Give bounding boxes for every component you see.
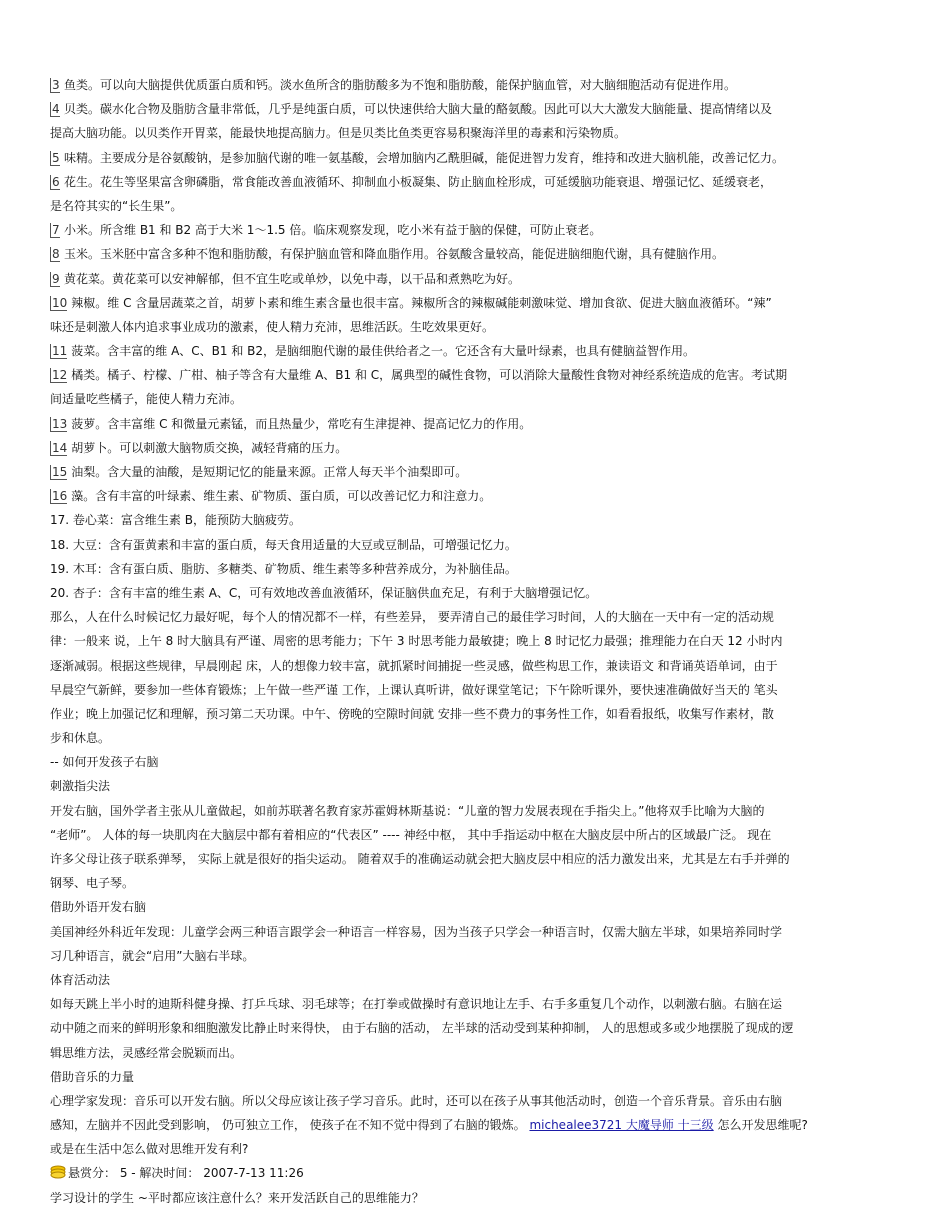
line-text: 玉米。玉米胚中富含多种不饱和脂肪酸，有保护脑血管和降血脂作用。谷氨酸含量较高，能促进脑细胞代谢，具有健脑作用。 [64, 247, 725, 262]
text-line [50, 920, 910, 944]
text-line [50, 194, 910, 218]
item-number: 11 [52, 344, 68, 359]
item-number: 4 [52, 102, 60, 117]
text-line [50, 291, 910, 315]
line-text: 步和休息。 [50, 731, 111, 746]
line-text: 是名符其实的“长生果”。 [50, 198, 183, 213]
line-text: 美国神经外科近年发现：儿童学会两三种语言跟学会一种语言一样容易，因为当孩子只学会一种语言时，仅需大脑左半球，如果培养同时学 [50, 924, 783, 939]
item-number: 8 [52, 247, 60, 262]
document-body [50, 73, 910, 1210]
text-line [50, 267, 910, 291]
text-line [50, 1089, 910, 1113]
line-text: 花生。花生等坚果富含卵磷脂，常食能改善血液循环、抑制血小板凝集、防止脑血栓形成，可延缓脑功能衰退、增强记忆、延缓衰老， [64, 174, 773, 189]
text-line [50, 97, 910, 121]
item-number: 16 [52, 489, 68, 504]
text-line [50, 1113, 910, 1137]
line-text: 悬赏分： 5 - 解决时间： 2007-7-13 11:26 [68, 1166, 304, 1181]
line-text: 动中随之而来的鲜明形象和细胞激发比静止时来得快， 由于右脑的活动， 左半球的活动受到某种抑制， 人的思想或多或少地摆脱了现成的逻 [50, 1021, 794, 1036]
text-line [50, 146, 910, 170]
item-number: 14 [52, 440, 68, 455]
line-text: 体育活动法 [50, 972, 111, 987]
text-line [50, 581, 910, 605]
text-line [50, 750, 910, 774]
item-number: 13 [52, 416, 68, 431]
line-text: 鱼类。可以向大脑提供优质蛋白质和钙。淡水鱼所含的脂肪酸多为不饱和脂肪酸，能保护脑血管，对大脑细胞活动有促进作用。 [64, 78, 737, 92]
line-text: 19. 木耳：含有蛋白质、脂肪、多糖类、矿物质、维生素等多种营养成分，为补脑佳品。 [50, 561, 517, 576]
line-text: 提高大脑功能。以贝类作开胃菜，能最快地提高脑力。但是贝类比鱼类更容易积聚海洋里的毒素和污染物质。 [50, 126, 627, 141]
text-line [50, 654, 910, 678]
coin-icon [50, 1163, 66, 1177]
text-line [50, 363, 910, 387]
line-text: 许多父母让孩子联系弹琴， 实际上就是很好的指尖运动。 随着双手的准确运动就会把大脑皮层中相应的活力激发出来，尤其是左右手并弹的 [50, 852, 790, 866]
line-text: 18. 大豆：含有蛋黄素和丰富的蛋白质，每天食用适量的大豆或豆制品，可增强记忆力。 [50, 537, 517, 552]
item-number: 9 [52, 271, 60, 286]
text-line [50, 339, 910, 363]
line-text: 作业；晚上加强记忆和理解，预习第二天功课。中午、傍晚的空隙时间就 安排一些不费力的事务性工作，如看看报纸，收集写作素材，散 [50, 706, 774, 721]
text-line [50, 170, 910, 194]
text-line [50, 1137, 910, 1161]
line-text: 油梨。含大量的油酸，是短期记忆的能量来源。正常人每天半个油梨即可。 [71, 465, 468, 479]
text-line [50, 605, 910, 629]
line-text: 味精。主要成分是谷氨酸钠，是参加脑代谢的唯一氨基酸，会增加脑内乙酰胆碱，能促进智力发育，维持和改进大脑机能，改善记忆力。 [64, 150, 785, 165]
text-line [50, 1161, 910, 1185]
text-line [50, 533, 910, 557]
item-number: 3 [52, 78, 60, 92]
line-text: 味还是刺激人体内追求事业成功的激素，使人精力充沛，思维活跃。生吃效果更好。 [50, 319, 495, 334]
text-line [50, 678, 910, 702]
item-number: 12 [52, 368, 68, 383]
line-text: 感知，左脑并不因此受到影响， 仍可独立工作， 使孩子在不知不觉中得到了右脑的锻炼。 [50, 1118, 530, 1133]
text-line [50, 73, 910, 97]
text-line [50, 629, 910, 653]
text-line [50, 847, 910, 871]
text-line [50, 412, 910, 436]
line-text: 贝类。碳水化合物及脂肪含量非常低，几乎是纯蛋白质，可以快速供给大脑大量的酪氨酸。因此可以大大激发大脑能量、提高情绪以及 [64, 102, 773, 117]
line-text: 那么，人在什么时候记忆力最好呢，每个人的情况都不一样，有些差异， 要弄清自己的最佳学习时间，人的大脑在一天中有一定的活动规 [50, 610, 774, 625]
line-text: 学习设计的学生 ~平时都应该注意什么？来开发活跃自己的思维能力？ [50, 1190, 424, 1205]
text-line [50, 1065, 910, 1089]
line-text: 借助音乐的力量 [50, 1069, 135, 1084]
line-text: 间适量吃些橘子，能使人精力充沛。 [50, 392, 243, 407]
text-line [50, 460, 910, 484]
line-text: 或是在生活中怎么做对思维开发有利? [50, 1142, 249, 1157]
line-text: -- 如何开发孩子右脑 [50, 755, 159, 770]
text-line [50, 702, 910, 726]
text-line [50, 557, 910, 581]
line-text: 菠萝。含丰富维 C 和微量元素锰，而且热量少，常吃有生津提神、提高记忆力的作用。 [71, 416, 532, 431]
text-line [50, 895, 910, 919]
text-line [50, 1041, 910, 1065]
line-text: 开发右脑，国外学者主张从儿童做起，如前苏联著名教育家苏霍姆林斯基说：“儿童的智力发展表现在手指尖上。”他将双手比喻为大脑的 [50, 803, 765, 818]
text-line [50, 436, 910, 460]
line-text: 17. 卷心菜：富含维生素 B，能预防大脑疲劳。 [50, 513, 301, 528]
item-number: 15 [52, 465, 68, 479]
line-text: 橘类。橘子、柠檬、广柑、柚子等含有大量维 A、B1 和 C，属典型的碱性食物，可以消除大量酸性食物对神经系统造成的危害。考试期 [71, 368, 788, 383]
text-line [50, 508, 910, 532]
user-link[interactable]: michealee3721 大魔导师 十三级 [529, 1118, 714, 1133]
line-text: 黄花菜。黄花菜可以安神解郁，但不宜生吃或单炒，以免中毒，以干品和煮熟吃为好。 [64, 271, 521, 286]
line-text: 习几种语言，就会“启用”大脑右半球。 [50, 948, 255, 963]
text-line [50, 218, 910, 242]
line-text: 辣椒。维 C 含量居蔬菜之首，胡萝卜素和维生素含量也很丰富。辣椒所含的辣椒碱能刺激味觉、增加食欲、促进大脑血液循环。“辣” [71, 295, 772, 310]
line-text: 早晨空气新鲜，要参加一些体育锻炼；上午做一些严谨 工作，上课认真听讲，做好课堂笔记；下午除听课外，要快速准确做好当天的 笔头 [50, 682, 778, 697]
text-line [50, 242, 910, 266]
item-number: 5 [52, 150, 60, 165]
text-line [50, 121, 910, 145]
item-number: 6 [52, 174, 60, 189]
text-line [50, 944, 910, 968]
text-line [50, 1186, 910, 1210]
line-text: 小米。所含维 B1 和 B2 高于大米 1～1.5 倍。临床观察发现，吃小米有益于脑的保健，可防止衰老。 [64, 223, 602, 238]
line-text: 心理学家发现：音乐可以开发右脑。所以父母应该让孩子学习音乐。此时，还可以在孩子从事其他活动时，创造一个音乐背景。音乐由右脑 [50, 1093, 783, 1108]
text-line [50, 387, 910, 411]
text-line [50, 315, 910, 339]
line-text: 刺激指尖法 [50, 779, 111, 794]
text-line [50, 992, 910, 1016]
text-line [50, 774, 910, 798]
line-text: 菠菜。含丰富的维 A、C、B1 和 B2，是脑细胞代谢的最佳供给者之一。它还含有大量叶绿素，也具有健脑益智作用。 [71, 344, 696, 359]
line-text: “老师”。 人体的每一块肌肉在大脑层中都有着相应的“代表区” ---- 神经中枢， 其中手指运动中枢在大脑皮层中所占的区域最广泛。 现在 [50, 827, 772, 842]
line-text: 辑思维方法，灵感经常会脱颖而出。 [50, 1045, 243, 1060]
item-number: 10 [52, 295, 68, 310]
line-text: 借助外语开发右脑 [50, 900, 147, 915]
text-line [50, 726, 910, 750]
item-number: 7 [52, 223, 60, 238]
line-text: 逐渐减弱。根据这些规律，早晨刚起 床，人的想像力较丰富，就抓紧时间捕捉一些灵感，做些构思工作，兼读语文 和背诵英语单词，由于 [50, 658, 778, 673]
text-line [50, 871, 910, 895]
text-line [50, 823, 910, 847]
line-text: 律：一般来 说，上午 8 时大脑具有严谨、周密的思考能力；下午 3 时思考能力最敏捷；晚上 8 时记忆力最强；推理能力在白天 12 小时内 [50, 634, 783, 649]
text-line [50, 968, 910, 992]
line-text: 如每天跳上半小时的迪斯科健身操、打乒乓球、羽毛球等；在打拳或做操时有意识地让左手、右手多重复几个动作，以刺激右脑。右脑在运 [50, 997, 783, 1012]
question-title: 怎么开发思维呢? [713, 1118, 808, 1133]
line-text: 钢琴、电子琴。 [50, 876, 135, 891]
line-text: 胡萝卜。可以刺激大脑物质交换，减轻背痛的压力。 [71, 440, 348, 455]
line-text: 藻。含有丰富的叶绿素、维生素、矿物质、蛋白质，可以改善记忆力和注意力。 [71, 489, 492, 504]
text-line [50, 799, 910, 823]
text-line [50, 484, 910, 508]
text-line [50, 1016, 910, 1040]
line-text: 20. 杏子：含有丰富的维生素 A、C，可有效地改善血液循环，保证脑供血充足，有利于大脑增强记忆。 [50, 585, 598, 600]
